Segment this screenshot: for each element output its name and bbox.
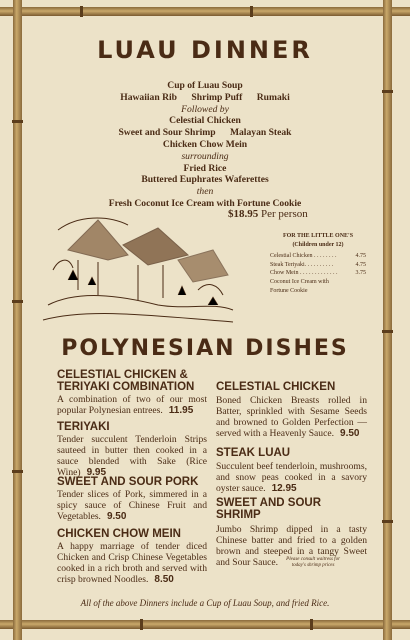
luau-line: Sweet and Sour Shrimp Malayan Steak — [118, 127, 292, 139]
bamboo-bottom — [0, 620, 410, 629]
dish-name: SWEET AND SOUR PORK — [57, 476, 199, 488]
dish-description — [216, 524, 367, 569]
bamboo-node — [250, 6, 253, 17]
kids-extra-line2: Fortune Cookie — [270, 287, 308, 294]
luau-line: Hawaiian Rib Shrimp Puff Rumaki — [120, 91, 290, 103]
luau-line: Buttered Euphrates Waferettes — [141, 174, 269, 186]
dish-name: CELESTIAL CHICKEN & TERIYAKI COMBINATION — [57, 369, 195, 393]
dish-desc-text: Succulent beef tenderloin, mushrooms, and snow peas cooked in a savory oyster sauce. — [216, 461, 367, 494]
kids-item — [270, 252, 366, 261]
kids-item-price: 4.75 — [355, 261, 366, 268]
luau-price: $18.95 — [228, 208, 259, 220]
bamboo-node — [12, 300, 23, 303]
dish-price: 11.95 — [168, 405, 194, 416]
footer-note: All of the above Dinners include a Cup of Luau Soup, and fried Rice. — [80, 598, 330, 608]
luau-line: Chicken Chow Mein — [162, 138, 248, 150]
bamboo-node — [80, 6, 83, 17]
village-illustration-icon — [38, 210, 238, 330]
kids-item-name: Chow Mein . . . . . . . . . . . . . — [270, 270, 338, 277]
dish-name: CHICKEN CHOW MEIN — [57, 528, 181, 540]
dish-note: Please consult waitress for today's shrimp prices — [286, 557, 341, 568]
bamboo-node — [140, 619, 143, 630]
luau-dinner-title: LUAU DINNER — [97, 36, 313, 64]
kids-menu — [270, 232, 366, 295]
dish-name: SWEET AND SOUR SHRIMP — [216, 497, 321, 521]
dish-desc-text: Tender slices of Pork, simmered in a spicy sauce of Chinese Fruit and Vegetables. — [57, 489, 207, 522]
luau-line: Fried Rice — [183, 162, 227, 174]
luau-line: then — [196, 186, 214, 198]
luau-line: Followed by — [181, 103, 229, 115]
dish-desc-text: Jumbo Shrimp dipped in a tasty Chinese batter and fried to a golden brown and steeped in a tangy Sweet and Sour Sauce. — [216, 524, 367, 568]
dish-desc-text: Tender succulent Tenderloin Strips sauteed in butter then cooked in a sauce blended with Sake (Rice Wine) — [57, 434, 207, 478]
kids-item-name: Celestial Chicken . . . . . . . . — [270, 253, 337, 260]
dish-description — [57, 434, 207, 478]
dish-price: 9.50 — [106, 511, 127, 522]
dish-description — [216, 461, 367, 494]
luau-dinner-items — [30, 80, 380, 210]
luau-line: Fresh Coconut Ice Cream with Fortune Cookie — [108, 197, 302, 209]
bamboo-node — [382, 520, 393, 523]
dish-name: STEAK LUAU — [216, 447, 291, 459]
kids-item — [270, 261, 366, 270]
kids-extra-line1: Coconut Ice Cream with — [270, 278, 329, 285]
dish-description — [57, 489, 207, 522]
bamboo-right — [383, 0, 392, 640]
luau-line: Celestial Chicken — [169, 115, 241, 127]
dish-price: 9.50 — [340, 428, 360, 439]
kids-heading: FOR THE LITTLE ONE'S — [282, 233, 354, 239]
polynesian-dishes-title: POLYNESIAN DISHES — [61, 336, 349, 361]
kids-item-price: 3.75 — [355, 270, 366, 277]
kids-item-name: Steak Teriyaki. . . . . . . . . . — [270, 261, 334, 268]
dish-desc-text: A happy marriage of tender diced Chicken and Crisp Chinese Vegetables cooked in a rich broth and served with crisp browned Noodles. — [57, 541, 207, 585]
luau-price-line — [228, 208, 308, 220]
bamboo-node — [12, 120, 23, 123]
luau-line: surrounding — [181, 150, 229, 162]
dish-name: TERIYAKI — [57, 421, 110, 433]
bamboo-top — [0, 7, 410, 16]
luau-price-suffix: Per person — [261, 208, 308, 220]
dish-desc-text: Boned Chicken Breasts rolled in Batter, sprinkled with Sesame Seeds and browned to Golden Perfection — served with a Heavenly Sauce. — [216, 395, 367, 439]
dish-price: 8.50 — [154, 574, 174, 585]
bamboo-node — [12, 470, 23, 473]
dish-description — [216, 395, 367, 439]
bamboo-node — [382, 330, 393, 333]
dish-description — [57, 541, 207, 585]
luau-line: Cup of Luau Soup — [167, 80, 243, 91]
dish-description — [57, 394, 207, 416]
kids-item — [270, 269, 366, 278]
dish-desc-text: A combination of two of our most popular Polynesian entrees. — [57, 394, 207, 416]
bamboo-left — [13, 0, 22, 640]
kids-item-price: 4.75 — [355, 253, 366, 260]
bamboo-node — [310, 619, 313, 630]
dish-price: 12.95 — [271, 483, 297, 494]
dish-name: CELESTIAL CHICKEN — [216, 381, 336, 393]
kids-items — [270, 252, 366, 278]
bamboo-node — [382, 90, 393, 93]
dish-price: 9.95 — [86, 467, 107, 478]
kids-subheading: (Children under 12) — [292, 241, 344, 248]
